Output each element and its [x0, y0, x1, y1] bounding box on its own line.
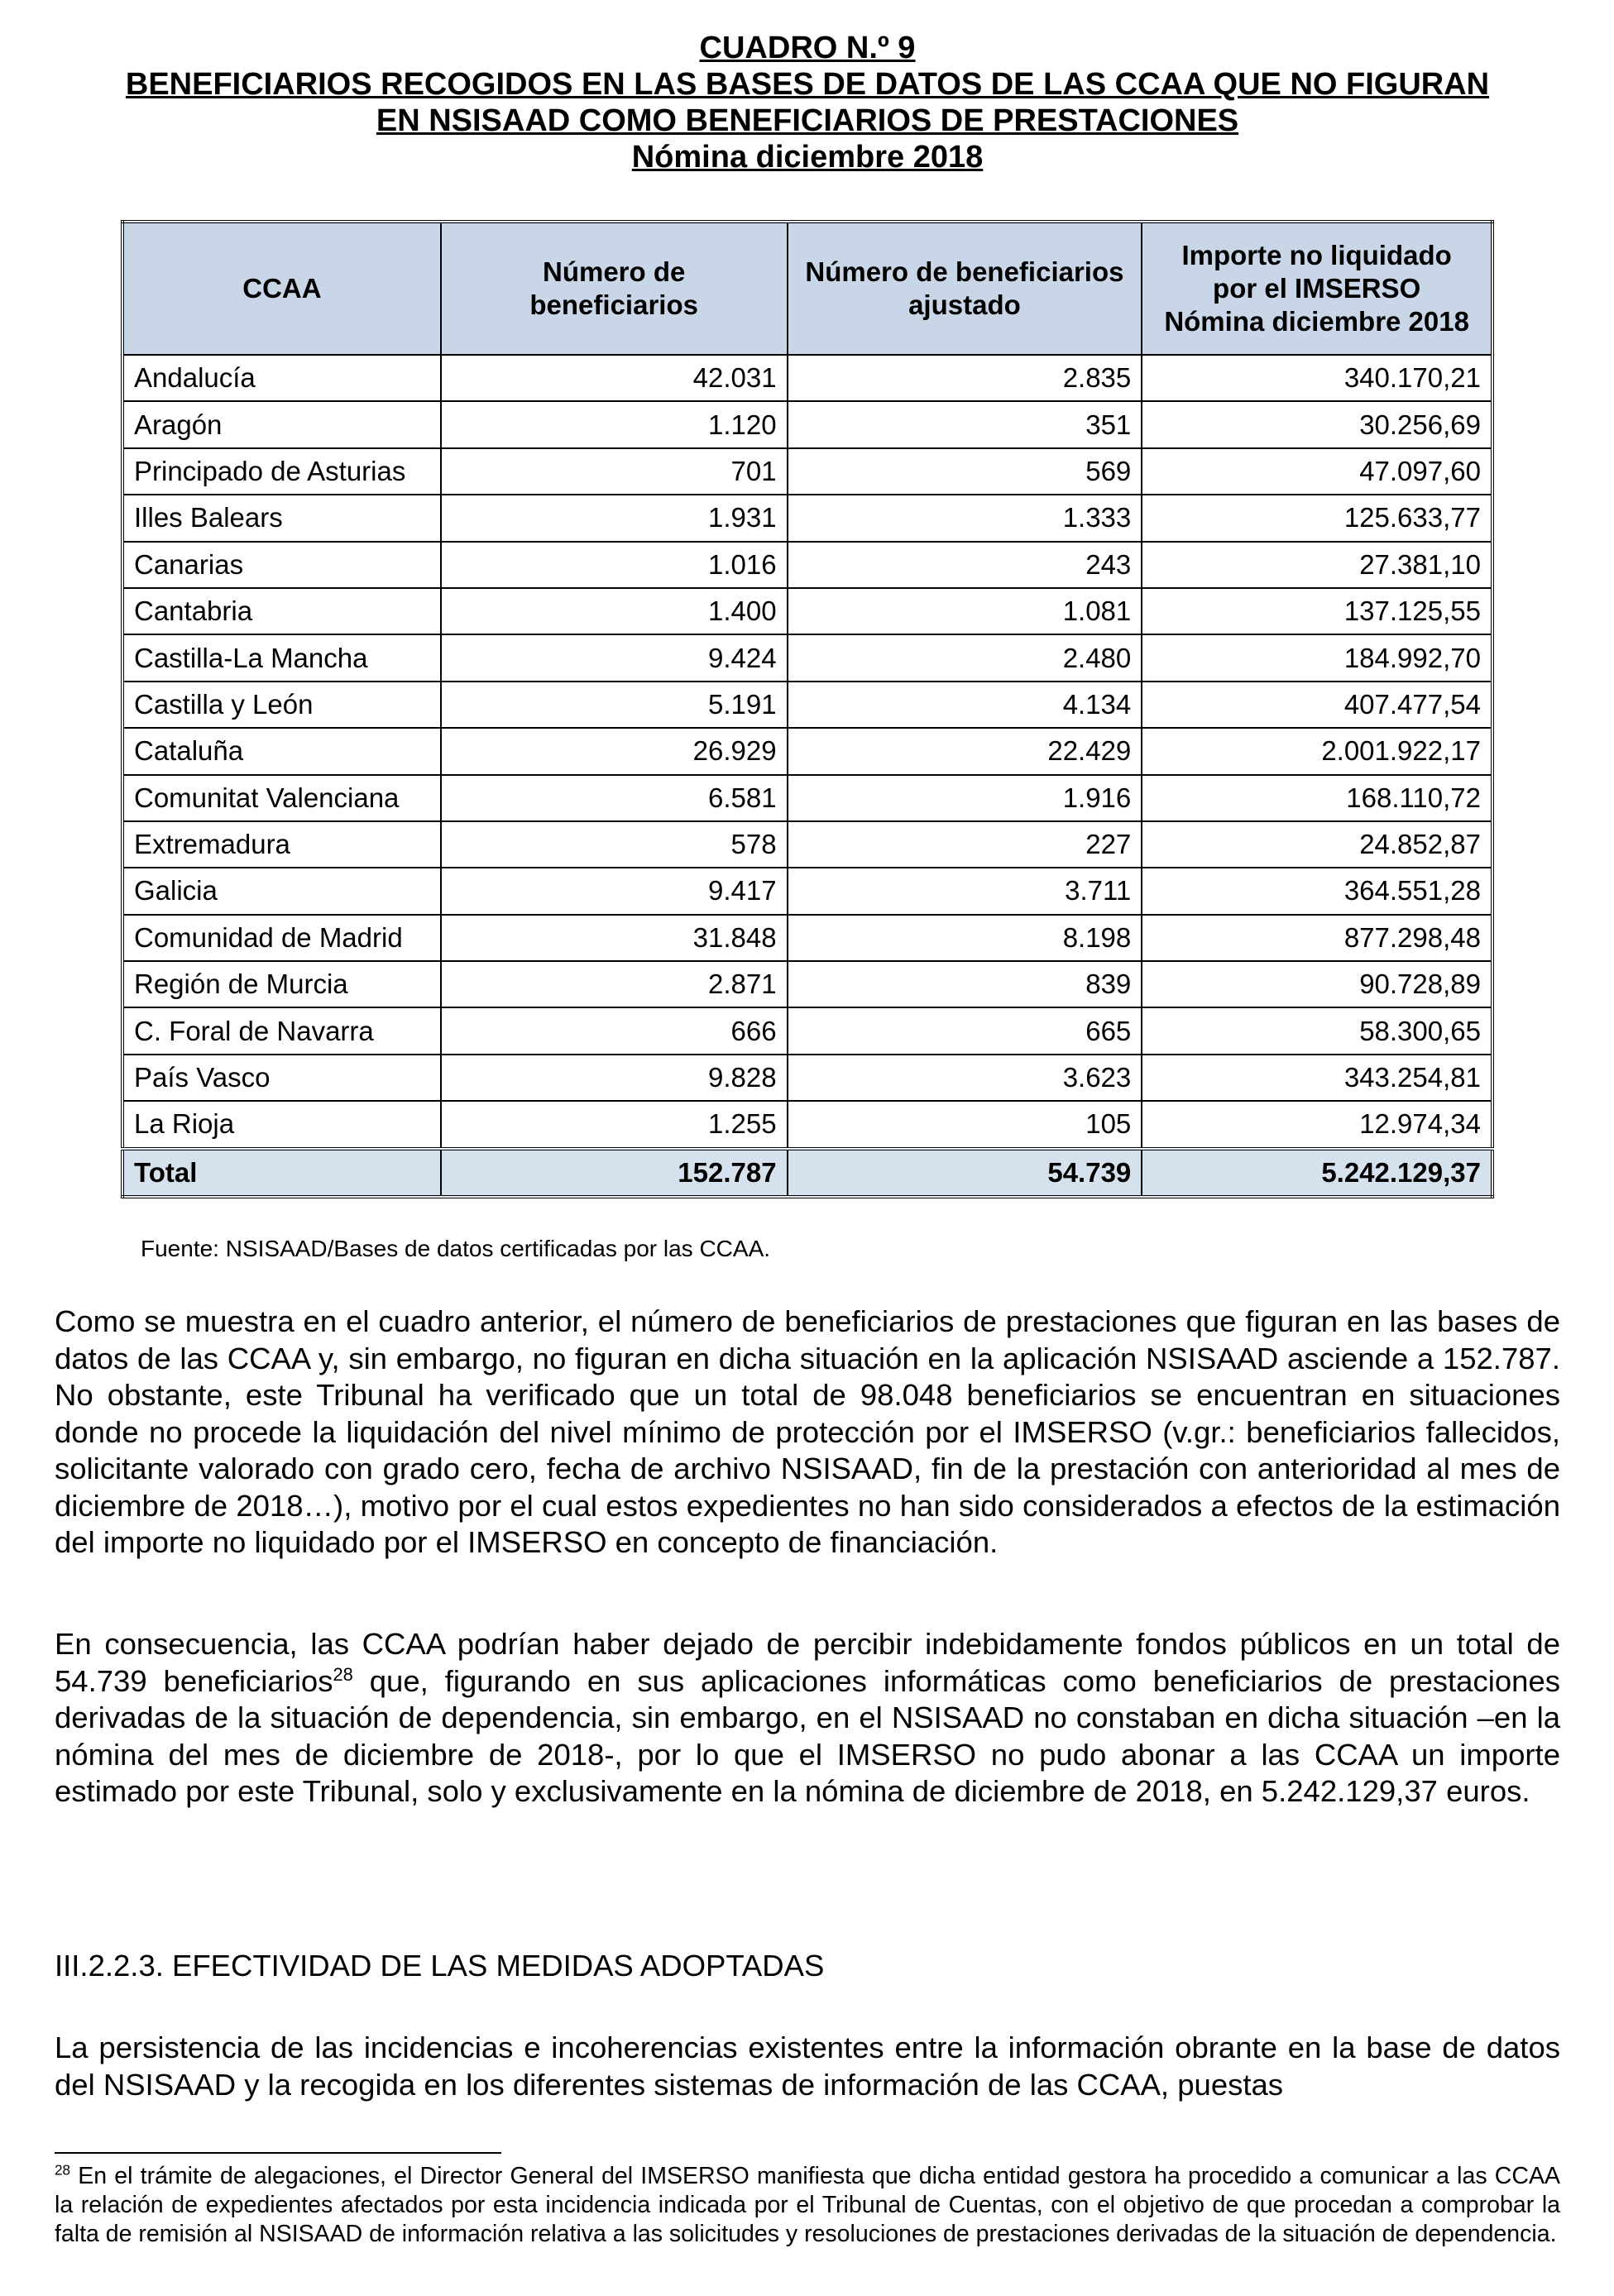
- header-ccaa: CCAA: [122, 222, 441, 355]
- table-source: Fuente: NSISAAD/Bases de datos certificadas por las CCAA.: [141, 1236, 771, 1261]
- document-page: [55, 30, 1560, 2247]
- table-row: [122, 355, 1492, 401]
- paragraph-3: La persistencia de las incidencias e incoherencias existentes entre la información obrante en la base de datos del NSISAAD y la recogida en los diferentes sistemas de información de las CCAA, puestas: [55, 2031, 1560, 2102]
- cell-ccaa: Extremadura: [122, 821, 441, 868]
- table-row: [122, 915, 1492, 961]
- table-header-row: [122, 222, 1492, 355]
- cell-numero: 42.031: [441, 355, 788, 401]
- table-row: [122, 495, 1492, 541]
- cell-numero: 701: [441, 448, 788, 495]
- header-importe-line1: Importe no liquidado: [1181, 240, 1452, 270]
- cell-ajustado: 2.480: [788, 634, 1142, 681]
- cell-ccaa: Cantabria: [122, 588, 441, 634]
- cell-numero: 1.255: [441, 1101, 788, 1148]
- cell-ajustado: 227: [788, 821, 1142, 868]
- table-row: [122, 728, 1492, 774]
- cell-numero: 666: [441, 1007, 788, 1054]
- cell-ajustado: 351: [788, 401, 1142, 447]
- cell-importe: 407.477,54: [1142, 682, 1492, 728]
- header-importe: [1142, 222, 1492, 355]
- header-importe-line3: Nómina diciembre 2018: [1164, 306, 1469, 337]
- cell-ajustado: 3.623: [788, 1055, 1142, 1101]
- cell-ccaa: País Vasco: [122, 1055, 441, 1101]
- paragraph-2-after: que, figurando en sus aplicaciones informáticas como beneficiarios de prestaciones derivadas de la situación de dependencia, sin embargo, en el NSISAAD no constaban en dicha situación –en la nómina del mes de diciembre de 2018-, por lo que el IMSERSO no pudo abonar a las CCAA un importe estimado por este Tribunal, solo y exclusivamente en la nómina de diciembre de 2018, en 5.242.129,37 euros.: [55, 1663, 1560, 1808]
- cell-ajustado: 4.134: [788, 682, 1142, 728]
- cell-ccaa: Canarias: [122, 542, 441, 588]
- footnote-divider: [55, 2152, 501, 2154]
- header-importe-line2: por el IMSERSO: [1213, 273, 1421, 304]
- cell-ajustado: 569: [788, 448, 1142, 495]
- cell-importe: 125.633,77: [1142, 495, 1492, 541]
- cell-ccaa: Comunitat Valenciana: [122, 775, 441, 821]
- cell-ccaa: C. Foral de Navarra: [122, 1007, 441, 1054]
- cell-numero: 6.581: [441, 775, 788, 821]
- cell-ajustado: 1.333: [788, 495, 1142, 541]
- header-ajustado-label: Número de beneficiarios ajustado: [805, 256, 1124, 320]
- table-row: [122, 542, 1492, 588]
- table-body: [122, 355, 1492, 1197]
- paragraph-1: Como se muestra en el cuadro anterior, el número de beneficiarios de prestaciones que figuran en las bases de datos de las CCAA y, sin embargo, no figuran en dicha situación en la aplicación NSISAAD asciende a 152.787. No obstante, este Tribunal ha verificado que un total de 98.048 beneficiarios se encuentran en situaciones donde no procede la liquidación del nivel mínimo de protección por el IMSERSO (v.gr.: beneficiarios fallecidos, solicitante valorado con grado cero, fecha de archivo NSISAAD, fin de la prestación con anterioridad al mes de diciembre de 2018…), motivo por el cual estos expedientes no han sido considerados a efectos de la estimación del importe no liquidado por el IMSERSO en concepto de financiación.: [55, 1304, 1560, 1559]
- title-line-4: Nómina diciembre 2018: [631, 140, 984, 175]
- table-total-row: [122, 1149, 1492, 1197]
- table-row: [122, 821, 1492, 868]
- cell-numero: 1.400: [441, 588, 788, 634]
- total-numero: 152.787: [441, 1149, 788, 1197]
- cell-numero: 5.191: [441, 682, 788, 728]
- cell-importe: 877.298,48: [1142, 915, 1492, 961]
- total-ajustado: 54.739: [788, 1149, 1142, 1197]
- cell-importe: 168.110,72: [1142, 775, 1492, 821]
- cell-numero: 9.828: [441, 1055, 788, 1101]
- cell-ccaa: Cataluña: [122, 728, 441, 774]
- cell-importe: 364.551,28: [1142, 868, 1492, 914]
- cell-ccaa: Castilla-La Mancha: [122, 634, 441, 681]
- cell-ccaa: Castilla y León: [122, 682, 441, 728]
- total-importe: 5.242.129,37: [1142, 1149, 1492, 1197]
- table-row: [122, 961, 1492, 1007]
- cell-numero: 9.424: [441, 634, 788, 681]
- table-row: [122, 682, 1492, 728]
- cell-ajustado: 1.081: [788, 588, 1142, 634]
- cell-ccaa: Aragón: [122, 401, 441, 447]
- cell-numero: 1.931: [441, 495, 788, 541]
- section-heading: III.2.2.3. EFECTIVIDAD DE LAS MEDIDAS ADOPTADAS: [55, 1949, 825, 1983]
- table-row: [122, 588, 1492, 634]
- cell-ajustado: 839: [788, 961, 1142, 1007]
- beneficiaries-table: [121, 220, 1494, 1198]
- table-row: [122, 868, 1492, 914]
- table-row: [122, 1101, 1492, 1148]
- table-title: [55, 30, 1560, 175]
- header-numero-label: Número de beneficiarios: [529, 256, 698, 320]
- table-row: [122, 448, 1492, 495]
- cell-importe: 184.992,70: [1142, 634, 1492, 681]
- cell-importe: 24.852,87: [1142, 821, 1492, 868]
- cell-ccaa: Región de Murcia: [122, 961, 441, 1007]
- footnote: [55, 2162, 1560, 2249]
- cell-numero: 1.016: [441, 542, 788, 588]
- total-ccaa: Total: [122, 1149, 441, 1197]
- cell-importe: 90.728,89: [1142, 961, 1492, 1007]
- cell-importe: 27.381,10: [1142, 542, 1492, 588]
- cell-ccaa: Galicia: [122, 868, 441, 914]
- footnote-number: 28: [55, 2162, 71, 2179]
- cell-ajustado: 665: [788, 1007, 1142, 1054]
- title-line-3: EN NSISAAD COMO BENEFICIARIOS DE PRESTACIONES: [376, 103, 1239, 138]
- cell-ajustado: 2.835: [788, 355, 1142, 401]
- cell-ajustado: 105: [788, 1101, 1142, 1148]
- cell-importe: 2.001.922,17: [1142, 728, 1492, 774]
- cell-ccaa: Comunidad de Madrid: [122, 915, 441, 961]
- title-line-2: BENEFICIARIOS RECOGIDOS EN LAS BASES DE DATOS DE LAS CCAA QUE NO FIGURAN: [125, 67, 1490, 102]
- cell-ccaa: Illes Balears: [122, 495, 441, 541]
- cell-importe: 343.254,81: [1142, 1055, 1492, 1101]
- cell-numero: 578: [441, 821, 788, 868]
- footnote-text: En el trámite de alegaciones, el Director General del IMSERSO manifiesta que dicha entidad gestora ha procedido a comunicar a las CCAA la relación de expedientes afectados por esta incidencia indicada por el Tribunal de Cuentas, con el objetivo de que procedan a comprobar la falta de remisión al NSISAAD de información relativa a las solicitudes y resoluciones de prestaciones derivadas de la situación de dependencia.: [55, 2163, 1560, 2247]
- cell-numero: 2.871: [441, 961, 788, 1007]
- cell-importe: 12.974,34: [1142, 1101, 1492, 1148]
- paragraph-2: [55, 1626, 1560, 1810]
- paragraph-2-before: En consecuencia, las CCAA podrían haber dejado de percibir indebidamente fondos públicos en un total de 54.739 beneficiarios: [55, 1627, 1560, 1698]
- cell-ajustado: 3.711: [788, 868, 1142, 914]
- title-line-1: CUADRO N.º 9: [699, 31, 916, 65]
- table-row: [122, 1055, 1492, 1101]
- cell-ajustado: 1.916: [788, 775, 1142, 821]
- cell-importe: 47.097,60: [1142, 448, 1492, 495]
- cell-importe: 58.300,65: [1142, 1007, 1492, 1054]
- cell-ajustado: 8.198: [788, 915, 1142, 961]
- cell-numero: 26.929: [441, 728, 788, 774]
- cell-ajustado: 22.429: [788, 728, 1142, 774]
- cell-ajustado: 243: [788, 542, 1142, 588]
- cell-ccaa: Principado de Asturias: [122, 448, 441, 495]
- table-row: [122, 634, 1492, 681]
- cell-numero: 1.120: [441, 401, 788, 447]
- cell-ccaa: Andalucía: [122, 355, 441, 401]
- table-row: [122, 775, 1492, 821]
- cell-importe: 137.125,55: [1142, 588, 1492, 634]
- beneficiaries-table-wrap: [121, 220, 1494, 1198]
- footnote-ref: 28: [333, 1663, 353, 1685]
- cell-ccaa: La Rioja: [122, 1101, 441, 1148]
- table-row: [122, 401, 1492, 447]
- header-numero: [441, 222, 788, 355]
- header-ajustado: [788, 222, 1142, 355]
- cell-numero: 9.417: [441, 868, 788, 914]
- cell-importe: 340.170,21: [1142, 355, 1492, 401]
- cell-importe: 30.256,69: [1142, 401, 1492, 447]
- cell-numero: 31.848: [441, 915, 788, 961]
- table-row: [122, 1007, 1492, 1054]
